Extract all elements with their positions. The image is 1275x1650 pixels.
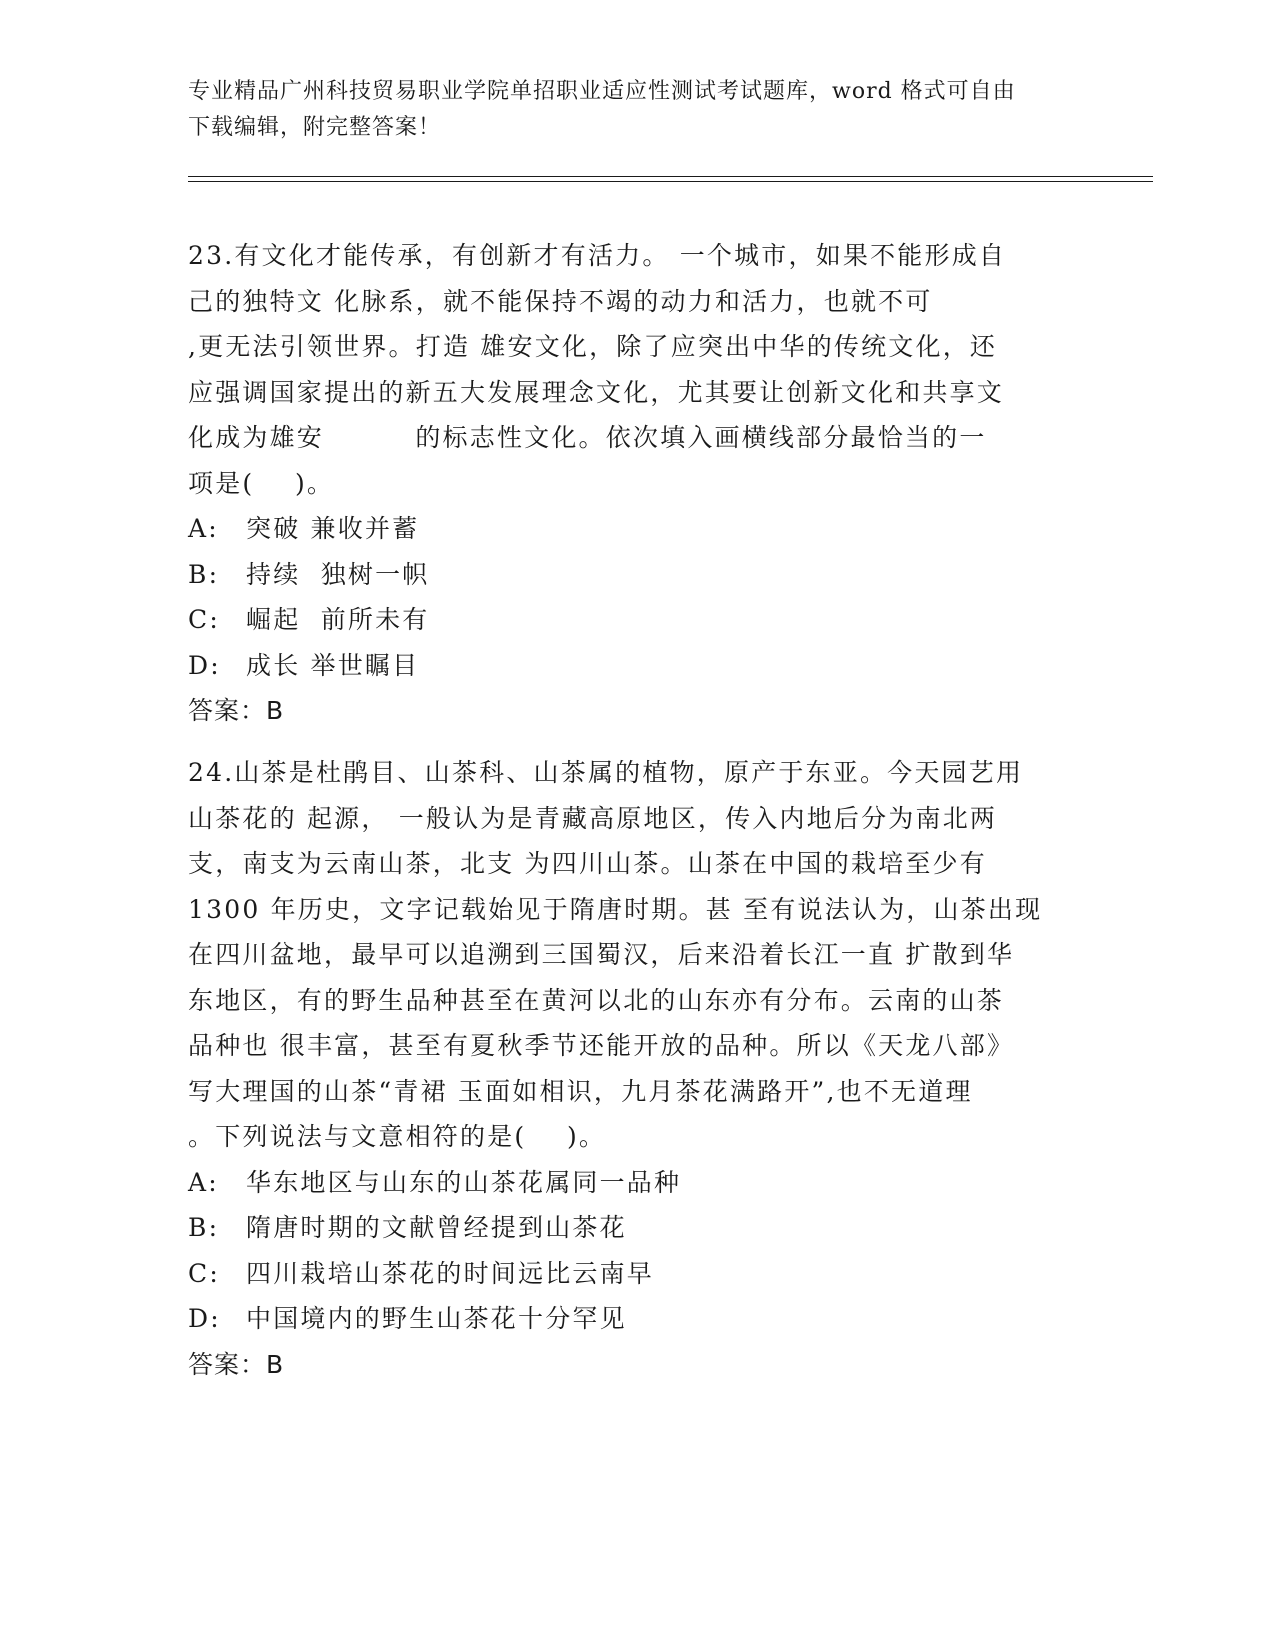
option-d (188, 643, 1088, 689)
question-text-line: 东地区，有的野生品种甚至在黄河以北的山东亦有分布。云南的山茶 (188, 985, 1005, 1015)
answer-line: 答案：B (188, 1349, 285, 1379)
question-text-line: 23.有文化才能传承，有创新才有活力。 一个城市，如果不能形成自 (188, 241, 1007, 270)
question-text-line: 己的独特文 化脉系，就不能保持不竭的动力和活力，也就不可 (188, 286, 933, 316)
option-text: 四川栽培山茶花的时间远比云南早 (246, 1258, 655, 1288)
question-text-line: ,更无法引领世界。打造 雄安文化，除了应突出中华的传统文化，还 (188, 332, 998, 361)
option-letter: A: (188, 514, 219, 543)
option-letter: C: (188, 1258, 220, 1288)
question-text-line: 山茶花的 起源， 一般认为是青藏高原地区，传入内地后分为南北两 (188, 803, 998, 833)
option-text: 持续 独树一帜 (246, 559, 430, 589)
option-letter: A: (188, 1167, 219, 1197)
option-text: 成长 举世瞩目 (246, 650, 420, 680)
question-24 (188, 750, 1088, 1387)
header-rule-top (188, 176, 1153, 177)
option-d (188, 1296, 1088, 1342)
option-text: 突破 兼收并蓄 (246, 514, 420, 543)
question-23 (188, 233, 1088, 734)
option-letter: B: (188, 559, 220, 589)
option-letter: D: (188, 1304, 221, 1333)
option-b (188, 1205, 1088, 1251)
question-text-line: 支，南支为云南山茶，北支 为四川山茶。山茶在中国的栽培至少有 (188, 849, 987, 878)
question-text-line: 在四川盆地，最早可以追溯到三国蜀汉，后来沿着长江一直 扩散到华 (188, 940, 1015, 969)
question-text-line: 写大理国的山茶“青裙 玉面如相识，九月茶花满路开”,也不无道理 (188, 1076, 973, 1106)
question-text-line: 品种也 很丰富，甚至有夏秋季节还能开放的品种。所以《天龙八部》 (188, 1031, 1015, 1060)
question-text-line: 应强调国家提出的新五大发展理念文化，尤其要让创新文化和共享文 (188, 377, 1005, 407)
option-text: 华东地区与山东的山茶花属同一品种 (246, 1167, 682, 1197)
option-c (188, 1251, 1088, 1297)
option-letter: C: (188, 605, 220, 634)
question-text-line: 。下列说法与文意相符的是( )。 (188, 1122, 607, 1151)
question-text-line: 化成为雄安 的标志性文化。依次填入画横线部分最恰当的一 (188, 423, 987, 452)
option-text: 隋唐时期的文献曾经提到山茶花 (246, 1213, 627, 1242)
option-b (188, 552, 1088, 598)
option-c (188, 597, 1088, 643)
answer-line: 答案：B (188, 696, 285, 725)
question-text-line: 1300 年历史，文字记载始见于隋唐时期。甚 至有说法认为，山茶出现 (188, 894, 1043, 924)
header-rule-bottom (188, 181, 1153, 182)
option-letter: D: (188, 650, 221, 680)
question-text-line: 24.山茶是杜鹃目、山茶科、山茶属的植物，原产于东亚。今天园艺用 (188, 758, 1024, 787)
option-letter: B: (188, 1213, 220, 1242)
option-text: 中国境内的野生山茶花十分罕见 (246, 1304, 627, 1333)
page-header: 专业精品广州科技贸易职业学院单招职业适应性测试考试题库，word 格式可自由 下载编辑，附完整答案！ (188, 79, 1016, 140)
option-a (188, 1160, 1088, 1206)
question-text-line: 项是( )。 (188, 468, 335, 498)
option-a (188, 506, 1088, 552)
option-text: 崛起 前所未有 (246, 605, 430, 634)
